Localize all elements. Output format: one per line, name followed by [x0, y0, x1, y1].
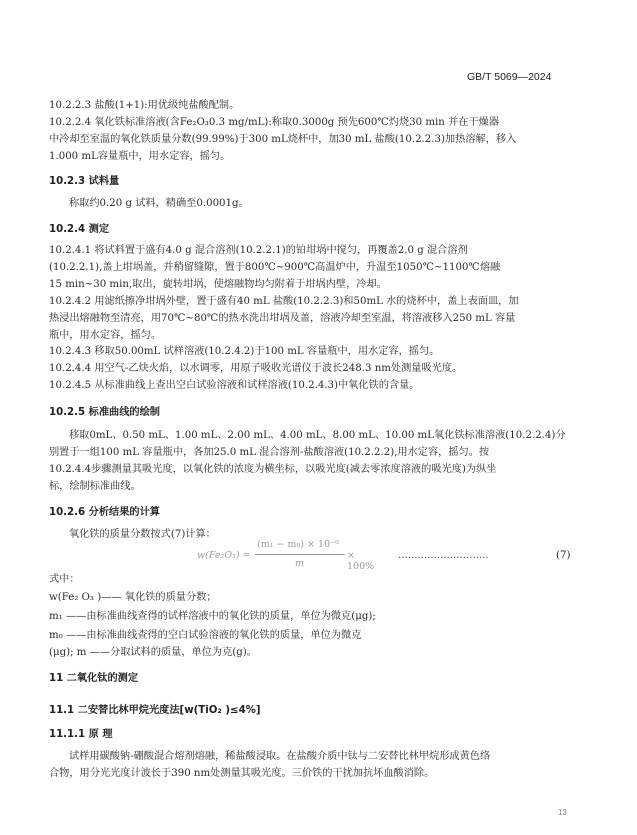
- page-number: 13: [558, 808, 567, 817]
- definition-line: (μg); m ——分取试料的质量，单位为克(g)。: [49, 647, 257, 658]
- heading-10-2-3: 10.2.3 试料量: [49, 176, 120, 187]
- section-10-2-5-body: [49, 427, 614, 444]
- paragraph-line: 10.2.4.4步骤测量其吸光度，以氧化铁的浓度为横坐标，以吸光度(减去零浓度溶液的吸光度)为纵坐: [49, 464, 497, 475]
- formula-lhs: w(Fe₂O₃) =: [197, 550, 251, 561]
- variable-definitions: [49, 571, 594, 661]
- paragraph-line: 10.2.4.1 将试料置于盛有4.0 g 混合溶剂(10.2.2.1)的铂坩埚中搅匀，再覆盖2.0 g 混合溶剂: [49, 245, 468, 256]
- formula-denominator: m: [295, 558, 305, 569]
- paragraph-line: 10.2.4.3 移取50.00mL 试样溶液(10.2.4.2)于100 mL 容量瓶中，用水定容，摇匀。: [49, 346, 440, 357]
- heading-10-2-4: 10.2.4 测定: [49, 224, 110, 235]
- heading-10-2-5: 10.2.5 标准曲线的绘制: [49, 407, 160, 418]
- formula-tail: × 100%: [347, 550, 375, 572]
- section-10-2-4-3: [49, 343, 594, 360]
- heading-10-2-6: 10.2.6 分析结果的计算: [49, 507, 160, 518]
- paragraph-line: 试样用碳酸钠-硼酸混合熔剂熔融，稀盐酸浸取。在盐酸介质中钛与二安替比林甲烷形成黄色络: [69, 751, 491, 762]
- paragraph-line: 10.2.4.2 用滤纸擦净坩埚外壁，置于盛有40 mL 盐酸(10.2.2.3)和50mL 水的烧杯中，盖上表面皿，加: [49, 296, 519, 307]
- definition-line: m₀ ——由标准曲线查得的空白试验溶液的氧化铁的质量，单位为微克: [49, 630, 362, 641]
- section-11-1-1-body: [49, 748, 614, 765]
- paragraph-line: 15 min~30 min,取出，旋转坩埚，使熔融物均匀附着于坩埚内壁，冷却。: [49, 279, 387, 290]
- paragraph-line: 10.2.4.5 从标准曲线上查出空白试验溶液和试样溶液(10.2.4.3)中氧化铁的含量。: [49, 380, 420, 391]
- heading-11: 11 二氧化钛的测定: [49, 673, 139, 684]
- section-10-2-2-3: [49, 97, 594, 114]
- where-label: 式中：: [49, 574, 80, 585]
- paragraph-line: 10.2.2.4 氧化铁标准溶液(含Fe₂O₃0.3 mg/mL):称取0.3000g 预先600℃灼烧30 min 并在干燥器: [49, 117, 500, 128]
- formula-numerator: (m₁ − m₀) × 10⁻⁶: [257, 539, 339, 550]
- paragraph-line: 称取约0.20 g 试料，精确至0.0001g。: [69, 198, 249, 209]
- paragraph-line: 1.000 mL容量瓶中，用水定容，摇匀。: [49, 151, 231, 162]
- paragraph-line: 10.2.2.3 盐酸(1+1):用优级纯盐酸配制。: [49, 100, 240, 111]
- equation-number: (7): [556, 550, 571, 561]
- paragraph-line: 氧化铁的质量分数按式(7)计算：: [69, 529, 216, 540]
- section-10-2-4-4: [49, 360, 594, 377]
- paragraph-line: (10.2.2.1),盖上坩埚盖，并稍留缝隙，置于800℃~900℃高温炉中，升温至1050℃~1100℃熔融: [49, 262, 501, 273]
- section-11-1-1-body-cont: [49, 765, 594, 782]
- standard-number: GB/T 5069—2024: [467, 71, 552, 83]
- paragraph-line: 合物，用分光光度计波长于390 nm处测量其吸光度。三价铁的干扰加抗坏血酸消除。: [49, 768, 435, 779]
- paragraph-line: 别置于一组100 mL 容量瓶中，各加25.0 mL 混合溶剂-盐酸溶液(10.2.2.2),用水定容，摇匀。按: [49, 447, 490, 458]
- paragraph-line: 10.2.4.4 用空气-乙炔火焰，以水调零，用原子吸收光谱仪于波长248.3 nm处测量吸光度。: [49, 363, 463, 374]
- section-10-2-5-body-cont: [49, 444, 594, 495]
- paragraph-line: 移取0mL、0.50 mL、1.00 mL、2.00 mL、4.00 mL、8.00 mL、10.00 mL氧化铁标准溶液(10.2.2.4)分: [69, 430, 566, 441]
- leader-dots: ............................: [398, 550, 489, 561]
- paragraph-line: 热浸出熔融物至清亮，用70℃~80℃的热水洗出坩埚及盖，溶液冷却至室温，将溶液移入250 mL 容量: [49, 313, 516, 324]
- section-10-2-4-2: [49, 293, 594, 344]
- heading-11-1: 11.1 二安替比林甲烷光度法[w(TiO₂ )≤4%]: [49, 705, 261, 716]
- section-10-2-3-body: [49, 195, 614, 212]
- fraction-bar: [255, 554, 345, 555]
- paragraph-line: 中冷却至室温的氧化铁质量分数(99.99%)于300 mL烧杯中，加30 mL 盐酸(10.2.2.3)加热溶解，移入: [49, 134, 517, 145]
- paragraph-line: 标，绘制标准曲线。: [49, 481, 141, 492]
- heading-11-1-1: 11.1.1 原 理: [49, 729, 113, 740]
- section-10-2-4-1: [49, 242, 594, 293]
- paragraph-line: 瓶中，用水定容，摇匀。: [49, 330, 162, 341]
- section-10-2-4-5: [49, 377, 594, 394]
- section-10-2-2-4: [49, 114, 594, 165]
- definition-line: w(Fe₂ O₃ )—— 氧化铁的质量分数；: [49, 592, 217, 603]
- definition-line: m₁ ——由标准曲线查得的试样溶液中的氧化铁的质量，单位为微克(μg);: [49, 611, 376, 622]
